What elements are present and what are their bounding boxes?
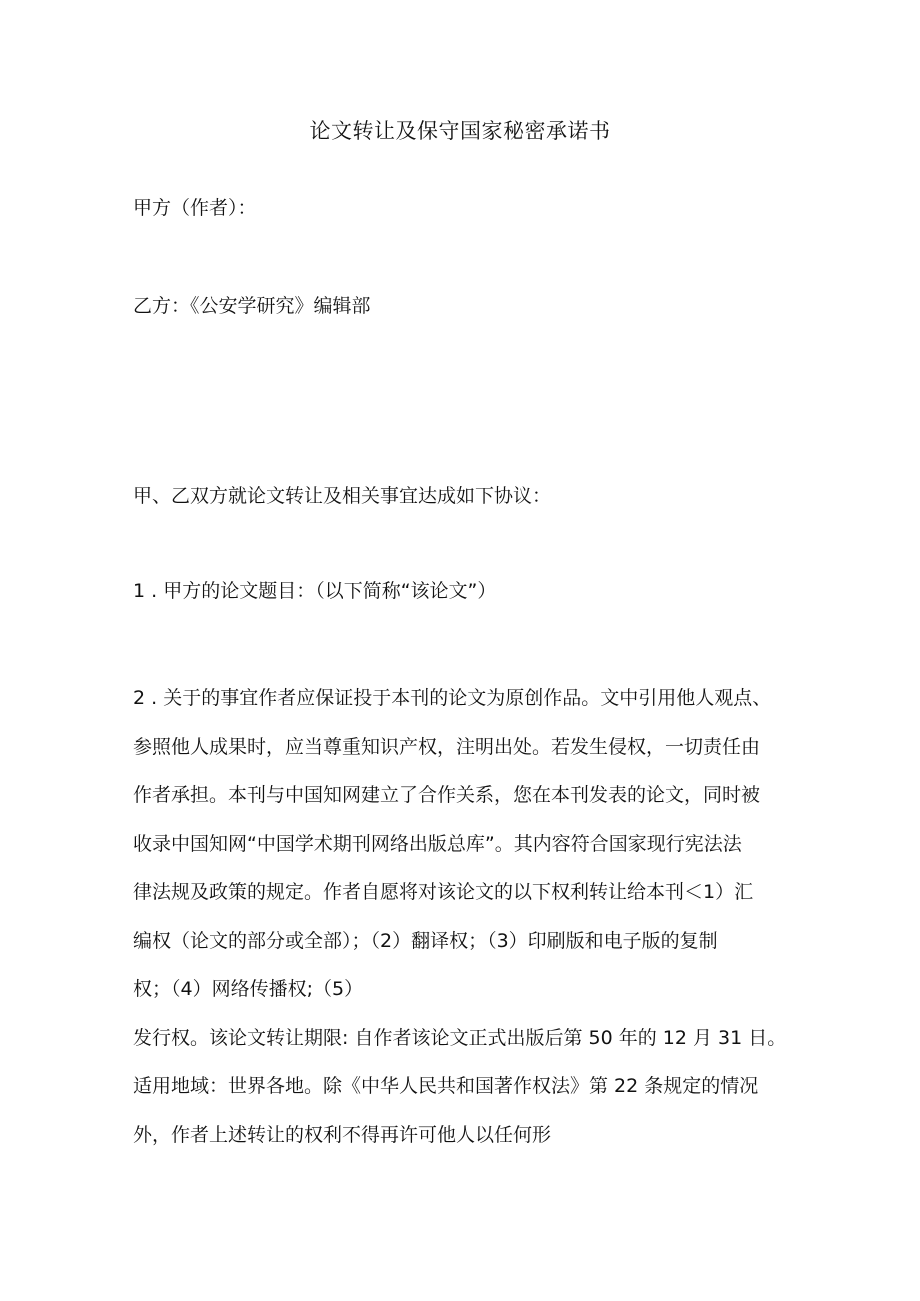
item-2-paragraph bbox=[133, 674, 813, 1159]
paragraph-line: 发行权。该论文转让期限: 自作者该论文正式出版后第 50 年的 12 月 31 日。 bbox=[133, 1026, 787, 1049]
party-a-line: 甲方（作者）： bbox=[133, 197, 257, 219]
paragraph-line: 参照他人成果时，应当尊重知识产权，注明出处。若发生侵权，一切责任由 bbox=[133, 735, 761, 758]
paragraph-line: 2 . 关于的事宜作者应保证投于本刊的论文为原创作品。文中引用他人观点、 bbox=[133, 687, 772, 709]
paragraph-line: 外，作者上述转让的权利不得再许可他人以任何形 bbox=[133, 1123, 552, 1146]
paragraph-line: 权；（4）网络传播权;（5） bbox=[133, 978, 364, 1000]
paragraph-line: 律法规及政策的规定。作者自愿将对该论文的以下权利转让给本刊＜1）汇 bbox=[133, 881, 754, 903]
party-b-line: 乙方：《公安学研究》编辑部 bbox=[133, 295, 371, 317]
paragraph-line: 作者承担。本刊与中国知网建立了合作关系，您在本刊发表的论文，同时被 bbox=[133, 784, 761, 806]
paragraph-line: 适用地域：世界各地。除《中华人民共和国著作权法》第 22 条规定的情况 bbox=[133, 1075, 759, 1097]
paragraph-line: 收录中国知网“中国学术期刊网络出版总库”。其内容符合国家现行宪法法 bbox=[133, 832, 742, 855]
agreement-intro: 甲、乙双方就论文转让及相关事宜达成如下协议： bbox=[133, 485, 552, 507]
paragraph-line: 编权（论文的部分或全部）；（2）翻译权；（3）印刷版和电子版的复制 bbox=[133, 929, 718, 952]
document-title: 论文转让及保守国家秘密承诺书 bbox=[309, 119, 611, 143]
item-1: 1 . 甲方的论文题目：（以下简称“该论文”） bbox=[133, 580, 497, 602]
